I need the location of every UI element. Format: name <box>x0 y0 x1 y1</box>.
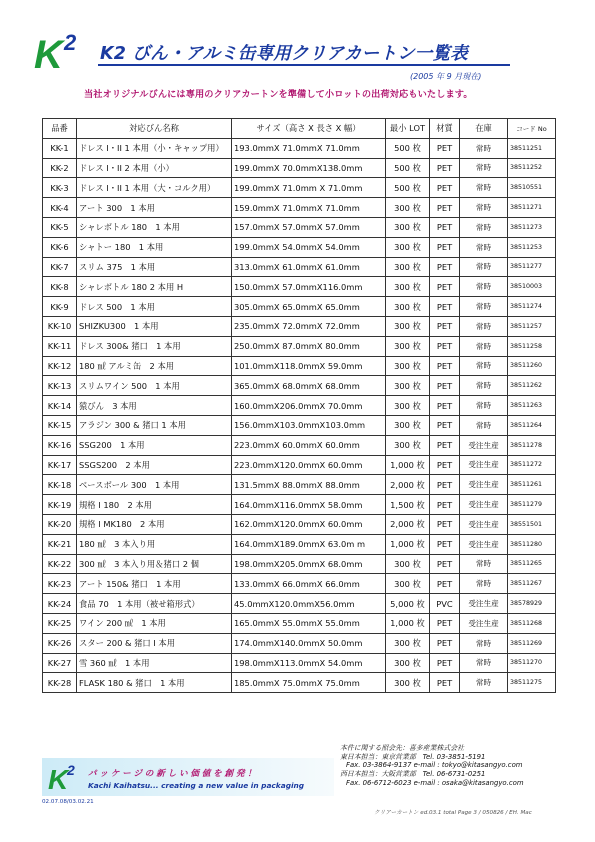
cell-code-no: 38511279 <box>508 495 556 515</box>
cell-bottle-name: ドレス I・II 1 本用（小・キャップ用） <box>77 138 232 158</box>
cell-size: 157.0mmX 57.0mmX 57.0mm <box>232 217 386 237</box>
cell-bottle-name: スター 200 & 猪口 I 本用 <box>77 633 232 653</box>
cell-size: 160.0mmX206.0mmX 70.0mm <box>232 396 386 416</box>
cell-stock: 受注生産 <box>460 475 508 495</box>
cell-size: 199.0mmX 54.0mmX 54.0mm <box>232 237 386 257</box>
cell-stock: 受注生産 <box>460 613 508 633</box>
cell-min-lot: 1,000 枚 <box>386 613 430 633</box>
cell-material: PET <box>430 138 460 158</box>
cell-bottle-name: ワイン 200 ㎖ 1 本用 <box>77 613 232 633</box>
cell-bottle-name: SSG200 1 本用 <box>77 435 232 455</box>
cell-bottle-name: 300 ㎖ 3 本入り用＆猪口 2 個 <box>77 554 232 574</box>
cell-product-no: KK-27 <box>43 653 77 673</box>
cell-product-no: KK-23 <box>43 574 77 594</box>
cell-min-lot: 5,000 枚 <box>386 594 430 614</box>
table-row <box>43 237 556 257</box>
cell-product-no: KK-1 <box>43 138 77 158</box>
cell-material: PET <box>430 376 460 396</box>
cell-min-lot: 300 枚 <box>386 633 430 653</box>
cell-material: PET <box>430 178 460 198</box>
cell-min-lot: 500 枚 <box>386 158 430 178</box>
cell-size: 198.0mmX205.0mmX 68.0mm <box>232 554 386 574</box>
cell-min-lot: 2,000 枚 <box>386 514 430 534</box>
cell-code-no: 38578929 <box>508 594 556 614</box>
table-row <box>43 514 556 534</box>
cell-material: PET <box>430 475 460 495</box>
table-row <box>43 534 556 554</box>
table-row <box>43 574 556 594</box>
cell-size: 313.0mmX 61.0mmX 61.0mm <box>232 257 386 277</box>
cell-min-lot: 500 枚 <box>386 138 430 158</box>
cell-size: 223.0mmX 60.0mmX 60.0mm <box>232 435 386 455</box>
table-row <box>43 257 556 277</box>
cell-min-lot: 300 枚 <box>386 237 430 257</box>
cell-material: PET <box>430 514 460 534</box>
cell-bottle-name: シャトー 180 1 本用 <box>77 237 232 257</box>
cell-material: PET <box>430 653 460 673</box>
cell-material: PVC <box>430 594 460 614</box>
table-row <box>43 277 556 297</box>
cell-code-no: 38511261 <box>508 475 556 495</box>
cell-stock: 常時 <box>460 554 508 574</box>
cell-material: PET <box>430 356 460 376</box>
table-row <box>43 356 556 376</box>
cell-min-lot: 300 枚 <box>386 376 430 396</box>
svg-text:2: 2 <box>64 30 77 55</box>
svg-text:K: K <box>48 764 69 792</box>
cell-bottle-name: スリム 375 1 本用 <box>77 257 232 277</box>
cell-min-lot: 300 枚 <box>386 198 430 218</box>
cell-product-no: KK-15 <box>43 415 77 435</box>
table-row <box>43 316 556 336</box>
cell-stock: 常時 <box>460 316 508 336</box>
table-row <box>43 495 556 515</box>
k2-logo <box>34 30 94 74</box>
cell-stock: 常時 <box>460 653 508 673</box>
table-row <box>43 455 556 475</box>
table-row <box>43 633 556 653</box>
col-header-material: 材質 <box>430 119 460 139</box>
cell-stock: 受注生産 <box>460 455 508 475</box>
cell-size: 164.0mmX189.0mmX 63.0m m <box>232 534 386 554</box>
cell-size: 235.0mmX 72.0mmX 72.0mm <box>232 316 386 336</box>
svg-text:2: 2 <box>67 762 75 778</box>
cell-product-no: KK-12 <box>43 356 77 376</box>
cell-code-no: 38510003 <box>508 277 556 297</box>
cell-size: 133.0mmX 66.0mmX 66.0mm <box>232 574 386 594</box>
cell-material: PET <box>430 673 460 693</box>
cell-product-no: KK-19 <box>43 495 77 515</box>
cell-bottle-name: スリムワイン 500 1 本用 <box>77 376 232 396</box>
company-banner <box>42 758 334 796</box>
cell-stock: 常時 <box>460 257 508 277</box>
cell-code-no: 38551501 <box>508 514 556 534</box>
banner-slogan-jp: パッケージの新しい価値を創発！ <box>88 769 259 779</box>
cell-bottle-name: ベースボール 300 1 本用 <box>77 475 232 495</box>
cell-code-no: 38511272 <box>508 455 556 475</box>
cell-material: PET <box>430 158 460 178</box>
cell-stock: 常時 <box>460 237 508 257</box>
cell-bottle-name: SSGS200 2 本用 <box>77 455 232 475</box>
cell-code-no: 38511265 <box>508 554 556 574</box>
cell-bottle-name: ドレス 500 1 本用 <box>77 297 232 317</box>
cell-material: PET <box>430 336 460 356</box>
cell-material: PET <box>430 217 460 237</box>
cell-bottle-name: ドレス I・II 2 本用（小） <box>77 158 232 178</box>
cell-product-no: KK-26 <box>43 633 77 653</box>
banner-slogan-en: Kachi Kaihatsu... creating a new value in packaging <box>88 781 305 790</box>
cell-min-lot: 300 枚 <box>386 297 430 317</box>
cell-bottle-name: 雪 360 ㎖ 1 本用 <box>77 653 232 673</box>
cell-material: PET <box>430 198 460 218</box>
col-header-min-lot: 最小 LOT <box>386 119 430 139</box>
date-note: (2005 年 9 月現在) <box>410 72 482 81</box>
cell-product-no: KK-5 <box>43 217 77 237</box>
table-row <box>43 415 556 435</box>
cell-bottle-name: 食品 70 1 本用（被せ箱形式） <box>77 594 232 614</box>
cell-code-no: 38511278 <box>508 435 556 455</box>
cell-size: 305.0mmX 65.0mmX 65.0mm <box>232 297 386 317</box>
table-row <box>43 138 556 158</box>
table-row <box>43 653 556 673</box>
cell-product-no: KK-9 <box>43 297 77 317</box>
cell-min-lot: 300 枚 <box>386 316 430 336</box>
cell-product-no: KK-28 <box>43 673 77 693</box>
cell-bottle-name: 180 ㎖ 3 本入り用 <box>77 534 232 554</box>
contact-line: 東日本担当：東京営業部 Tel. 03-3851-5191 <box>340 752 486 761</box>
cell-product-no: KK-25 <box>43 613 77 633</box>
cell-code-no: 38511264 <box>508 415 556 435</box>
cell-material: PET <box>430 455 460 475</box>
cell-stock: 常時 <box>460 356 508 376</box>
cell-size: 164.0mmX116.0mmX 58.0mm <box>232 495 386 515</box>
cell-stock: 常時 <box>460 336 508 356</box>
cell-size: 199.0mmX 70.0mmX138.0mm <box>232 158 386 178</box>
cell-material: PET <box>430 237 460 257</box>
cell-min-lot: 300 枚 <box>386 356 430 376</box>
cell-code-no: 38511258 <box>508 336 556 356</box>
cell-size: 150.0mmX 57.0mmX116.0mm <box>232 277 386 297</box>
cell-stock: 受注生産 <box>460 435 508 455</box>
table-row <box>43 198 556 218</box>
revision-dates: 02.07.08/03.02.21 <box>42 799 94 805</box>
cell-code-no: 38511271 <box>508 198 556 218</box>
contact-line: Fax. 06-6712-6023 e-mail : osaka@kitasangyo.com <box>346 778 524 787</box>
cell-size: 162.0mmX120.0mmX 60.0mm <box>232 514 386 534</box>
cell-stock: 常時 <box>460 574 508 594</box>
cell-bottle-name: シャレボトル 180 2 本用 H <box>77 277 232 297</box>
cell-min-lot: 300 枚 <box>386 396 430 416</box>
cell-bottle-name: シャレボトル 180 1 本用 <box>77 217 232 237</box>
cell-material: PET <box>430 277 460 297</box>
title-underline <box>98 64 510 66</box>
cell-bottle-name: アート 300 1 本用 <box>77 198 232 218</box>
cell-code-no: 38511270 <box>508 653 556 673</box>
contact-line: 西日本担当：大阪営業部 Tel. 06-6731-0251 <box>340 770 486 779</box>
cell-product-no: KK-8 <box>43 277 77 297</box>
cell-code-no: 38511274 <box>508 297 556 317</box>
cell-min-lot: 1,000 枚 <box>386 534 430 554</box>
table-row <box>43 613 556 633</box>
cell-stock: 常時 <box>460 178 508 198</box>
cell-min-lot: 300 枚 <box>386 257 430 277</box>
cell-stock: 常時 <box>460 633 508 653</box>
cell-product-no: KK-4 <box>43 198 77 218</box>
cell-product-no: KK-16 <box>43 435 77 455</box>
cell-min-lot: 300 枚 <box>386 217 430 237</box>
cell-bottle-name: ドレス I・II 1 本用（大・コルク用） <box>77 178 232 198</box>
cell-size: 250.0mmX 87.0mmX 80.0mm <box>232 336 386 356</box>
cell-code-no: 38511260 <box>508 356 556 376</box>
cell-bottle-name: 180 ㎖ アルミ缶 2 本用 <box>77 356 232 376</box>
cell-stock: 受注生産 <box>460 594 508 614</box>
cell-size: 198.0mmX113.0mmX 54.0mm <box>232 653 386 673</box>
cell-stock: 常時 <box>460 396 508 416</box>
cell-stock: 受注生産 <box>460 534 508 554</box>
table-body <box>43 138 556 692</box>
col-header-stock: 在庫 <box>460 119 508 139</box>
cell-min-lot: 2,000 枚 <box>386 475 430 495</box>
cell-bottle-name: 猿びん 3 本用 <box>77 396 232 416</box>
col-header-product-no: 品番 <box>43 119 77 139</box>
cell-bottle-name: アート 150& 猪口 1 本用 <box>77 574 232 594</box>
cell-product-no: KK-24 <box>43 594 77 614</box>
cell-min-lot: 300 枚 <box>386 277 430 297</box>
col-header-bottle-name: 対応びん名称 <box>77 119 232 139</box>
cell-product-no: KK-20 <box>43 514 77 534</box>
cell-min-lot: 300 枚 <box>386 673 430 693</box>
cell-material: PET <box>430 534 460 554</box>
cell-material: PET <box>430 415 460 435</box>
table-row <box>43 178 556 198</box>
cell-stock: 常時 <box>460 198 508 218</box>
cell-product-no: KK-10 <box>43 316 77 336</box>
table-row <box>43 396 556 416</box>
cell-size: 45.0mmX120.0mmX56.0mm <box>232 594 386 614</box>
table-row <box>43 297 556 317</box>
cell-min-lot: 300 枚 <box>386 415 430 435</box>
cell-bottle-name: 規格 I MK180 2 本用 <box>77 514 232 534</box>
cell-bottle-name: 規格 I 180 2 本用 <box>77 495 232 515</box>
contact-line: 本件に関する照会先：喜多産業株式会社 <box>340 744 465 752</box>
banner-k2-logo <box>48 762 80 792</box>
cell-material: PET <box>430 257 460 277</box>
product-table <box>42 118 556 693</box>
cell-min-lot: 1,000 枚 <box>386 455 430 475</box>
cell-bottle-name: FLASK 180 & 猪口 1 本用 <box>77 673 232 693</box>
table-row <box>43 554 556 574</box>
cell-product-no: KK-18 <box>43 475 77 495</box>
col-header-code-no: コード No <box>508 119 556 139</box>
cell-bottle-name: SHIZKU300 1 本用 <box>77 316 232 336</box>
cell-material: PET <box>430 435 460 455</box>
subtitle: 当社オリジナルびんには専用のクリアカートンを準備して小ロットの出荷対応もいたします。 <box>84 89 473 100</box>
table-row <box>43 376 556 396</box>
cell-material: PET <box>430 297 460 317</box>
cell-product-no: KK-11 <box>43 336 77 356</box>
cell-code-no: 38511268 <box>508 613 556 633</box>
cell-material: PET <box>430 316 460 336</box>
cell-size: 199.0mmX 71.0mm X 71.0mm <box>232 178 386 198</box>
cell-code-no: 38511263 <box>508 396 556 416</box>
cell-code-no: 38511280 <box>508 534 556 554</box>
cell-code-no: 38511251 <box>508 138 556 158</box>
cell-min-lot: 300 枚 <box>386 554 430 574</box>
cell-product-no: KK-7 <box>43 257 77 277</box>
contact-info <box>340 744 524 788</box>
cell-size: 159.0mmX 71.0mmX 71.0mm <box>232 198 386 218</box>
cell-size: 101.0mmX118.0mmX 59.0mm <box>232 356 386 376</box>
cell-code-no: 38511277 <box>508 257 556 277</box>
cell-size: 193.0mmX 71.0mmX 71.0mm <box>232 138 386 158</box>
cell-product-no: KK-13 <box>43 376 77 396</box>
cell-size: 365.0mmX 68.0mmX 68.0mm <box>232 376 386 396</box>
cell-min-lot: 1,500 枚 <box>386 495 430 515</box>
table-row <box>43 475 556 495</box>
cell-min-lot: 300 枚 <box>386 435 430 455</box>
cell-code-no: 38511273 <box>508 217 556 237</box>
cell-stock: 常時 <box>460 376 508 396</box>
cell-material: PET <box>430 396 460 416</box>
cell-stock: 受注生産 <box>460 495 508 515</box>
cell-min-lot: 300 枚 <box>386 653 430 673</box>
cell-bottle-name: アラジン 300 & 猪口 1 本用 <box>77 415 232 435</box>
cell-product-no: KK-6 <box>43 237 77 257</box>
contact-line: Fax. 03-3864-9137 e-mail : tokyo@kitasangyo.com <box>346 761 523 770</box>
page-title: K2 びん・アルミ缶専用クリアカートン一覧表 <box>100 44 468 64</box>
cell-product-no: KK-17 <box>43 455 77 475</box>
table-row <box>43 217 556 237</box>
cell-product-no: KK-14 <box>43 396 77 416</box>
cell-material: PET <box>430 574 460 594</box>
cell-product-no: KK-22 <box>43 554 77 574</box>
cell-code-no: 38510551 <box>508 178 556 198</box>
table-row <box>43 158 556 178</box>
cell-size: 165.0mmX 55.0mmX 55.0mm <box>232 613 386 633</box>
cell-product-no: KK-2 <box>43 158 77 178</box>
table-row <box>43 594 556 614</box>
cell-stock: 常時 <box>460 158 508 178</box>
cell-stock: 常時 <box>460 138 508 158</box>
cell-material: PET <box>430 613 460 633</box>
cell-min-lot: 300 枚 <box>386 574 430 594</box>
svg-text:K: K <box>34 33 63 74</box>
cell-code-no: 38511267 <box>508 574 556 594</box>
cell-min-lot: 300 枚 <box>386 336 430 356</box>
cell-product-no: KK-3 <box>43 178 77 198</box>
cell-code-no: 38511253 <box>508 237 556 257</box>
cell-size: 185.0mmX 75.0mmX 75.0mm <box>232 673 386 693</box>
cell-stock: 受注生産 <box>460 514 508 534</box>
cell-material: PET <box>430 495 460 515</box>
cell-size: 156.0mmX103.0mmX103.0mm <box>232 415 386 435</box>
cell-code-no: 38511252 <box>508 158 556 178</box>
cell-stock: 常時 <box>460 673 508 693</box>
cell-size: 223.0mmX120.0mmX 60.0mm <box>232 455 386 475</box>
col-header-size: サイズ（高さ X 長さ X 幅） <box>232 119 386 139</box>
cell-code-no: 38511257 <box>508 316 556 336</box>
cell-code-no: 38511269 <box>508 633 556 653</box>
table-row <box>43 435 556 455</box>
cell-product-no: KK-21 <box>43 534 77 554</box>
document-reference: クリアーカートン ed.03.1 total Page 3 / 050826 / EH. Mac <box>374 810 532 816</box>
cell-stock: 常時 <box>460 415 508 435</box>
table-row <box>43 336 556 356</box>
table-row <box>43 673 556 693</box>
cell-code-no: 38511275 <box>508 673 556 693</box>
cell-stock: 常時 <box>460 217 508 237</box>
cell-material: PET <box>430 633 460 653</box>
table-header-row <box>43 119 556 139</box>
cell-min-lot: 500 枚 <box>386 178 430 198</box>
cell-material: PET <box>430 554 460 574</box>
cell-bottle-name: ドレス 300& 猪口 1 本用 <box>77 336 232 356</box>
cell-stock: 常時 <box>460 277 508 297</box>
cell-stock: 常時 <box>460 297 508 317</box>
cell-code-no: 38511262 <box>508 376 556 396</box>
cell-size: 174.0mmX140.0mmX 50.0mm <box>232 633 386 653</box>
cell-size: 131.5mmX 88.0mmX 88.0mm <box>232 475 386 495</box>
